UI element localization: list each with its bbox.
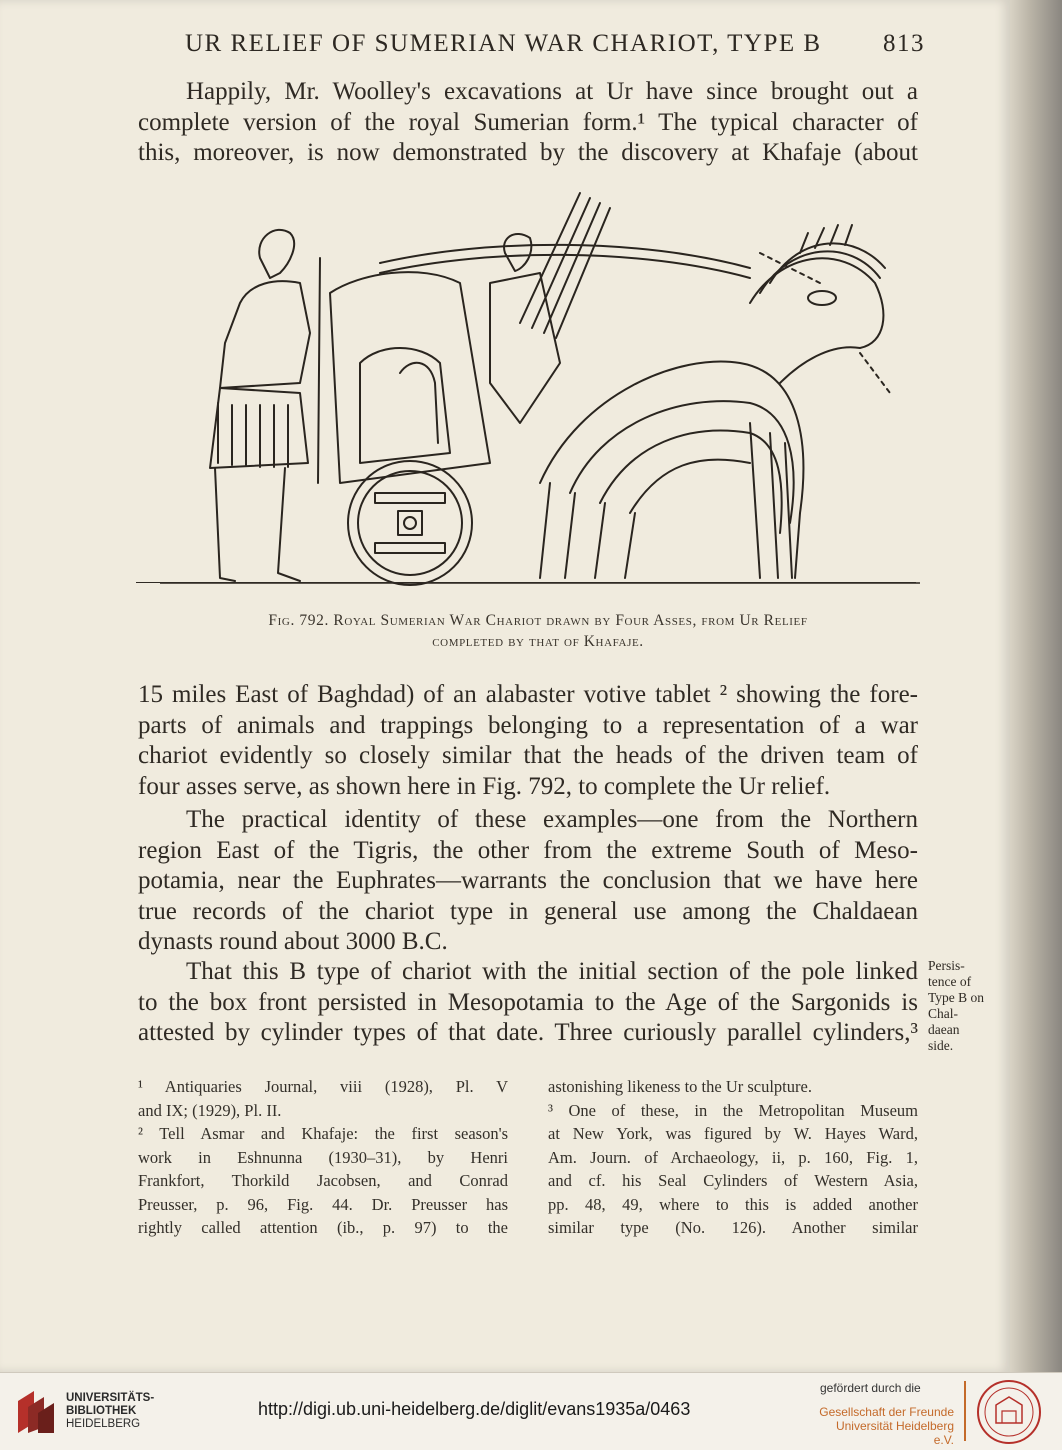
library-name-line: HEIDELBERG [66, 1418, 141, 1430]
text-line: four asses serve, as shown here in Fig. 792, to complete the Ur relief. [138, 772, 831, 800]
footnote-line: ² Tell Asmar and Khafaje: the first season's [138, 1124, 508, 1143]
footnote-line: Frankfort, Thorkild Jacobsen, and Conrad [138, 1171, 508, 1190]
text-line: complete version of the royal Sumerian form.¹ The typical character of [138, 108, 918, 136]
digitization-footer [0, 1372, 1062, 1450]
text-line: That this B type of chariot with the initial section of the pole linked [186, 958, 918, 985]
running-head [185, 30, 925, 58]
sponsor-name [816, 1405, 954, 1447]
sponsor-divider [964, 1381, 966, 1441]
text-line: Happily, Mr. Woolley's excavations at Ur have since brought out a [186, 78, 918, 105]
university-library-logo-icon [14, 1387, 60, 1437]
text-line: 15 miles East of Baghdad) of an alabaster votive tablet ² showing the fore- [138, 681, 918, 708]
chariot-illustration [160, 183, 920, 603]
page-number: 813 [883, 30, 925, 57]
paragraph-3 [138, 805, 918, 958]
ground-rule [136, 582, 916, 583]
university-seal-icon [976, 1379, 1042, 1445]
caption-line: completed by that of Khafaje. [432, 633, 644, 650]
footnote-line: ¹ Antiquaries Journal, viii (1928), Pl. V [138, 1077, 508, 1096]
footnote-line: at New York, was figured by W. Hayes Ward, [548, 1124, 918, 1143]
text-line: attested by cylinder types of that date. Three curiously parallel cylinders,³ [138, 1019, 918, 1046]
text-line: dynasts round about 3000 B.C. [138, 928, 448, 955]
sponsor-label: gefördert durch die [820, 1381, 921, 1395]
sponsor-name-line: Universität Heidelberg e.V. [835, 1419, 954, 1447]
library-name-line: UNIVERSITÄTS- [66, 1392, 155, 1404]
margin-note-line: side. [928, 1038, 954, 1053]
library-name [66, 1392, 154, 1431]
paragraph-1 [138, 77, 918, 169]
footnote-line: Preusser, p. 96, Fig. 44. Dr. Preusser has [138, 1194, 508, 1214]
footnote-line: work in Eshnunna (1930–31), by Henri [138, 1147, 508, 1167]
running-head-title: UR RELIEF OF SUMERIAN WAR CHARIOT, TYPE B [185, 30, 822, 57]
page-edge-shadow [1010, 0, 1062, 1372]
library-name-line: BIBLIOTHEK [66, 1405, 137, 1417]
margin-note [928, 958, 1008, 1054]
text-line: potamia, near the Euphrates—warrants the conclusion that we have here [138, 867, 918, 894]
text-line: this, moreover, is now demonstrated by the discovery at Khafaje (about [138, 139, 918, 166]
text-line: The practical identity of these examples—one from the Northern [186, 806, 918, 833]
paragraph-4 [138, 957, 918, 1049]
footnotes-right [548, 1075, 918, 1240]
footnotes-left [138, 1075, 508, 1240]
sponsor-name-line: Gesellschaft der Freunde [819, 1405, 954, 1419]
footnote-line: rightly called attention (ib., p. 97) to the [138, 1218, 508, 1237]
footnote-line: Am. Journ. of Archaeology, ii, p. 160, Fig. 1, [548, 1147, 918, 1167]
text-line: true records of the chariot type in general use among the Chaldaean [138, 897, 918, 925]
permalink-url[interactable]: http://digi.ub.uni-heidelberg.de/diglit/evans1935a/0463 [258, 1399, 691, 1419]
footnote-line: similar type (No. 126). Another similar [548, 1218, 918, 1237]
margin-note-line: tence of [928, 974, 972, 989]
figure-caption [158, 610, 918, 652]
caption-line: Fig. 792. Royal Sumerian War Chariot drawn by Four Asses, from Ur Relief [268, 612, 808, 629]
paragraph-2 [138, 680, 918, 802]
footnote-line: astonishing likeness to the Ur sculpture. [548, 1077, 812, 1096]
margin-note-line: Type B on [928, 990, 985, 1005]
margin-note-line: Persis- [928, 958, 965, 973]
text-line: parts of animals and trappings belonging to a representation of a war [138, 711, 918, 739]
text-line: to the box front persisted in Mesopotamia to the Age of the Sargonids is [138, 988, 918, 1016]
margin-note-line: daean [928, 1022, 960, 1037]
footnote-line: and cf. his Seal Cylinders of Western Asia, [548, 1171, 918, 1190]
text-line: chariot evidently so closely similar that the heads of the driven team of [138, 742, 918, 769]
footnote-line: pp. 48, 49, where to this is added another [548, 1194, 918, 1214]
footnote-line: ³ One of these, in the Metropolitan Museum [548, 1100, 918, 1120]
footnote-line: and IX; (1929), Pl. II. [138, 1100, 282, 1120]
text-line: region East of the Tigris, the other from the extreme South of Meso- [138, 836, 918, 864]
margin-note-line: Chal- [928, 1006, 958, 1021]
